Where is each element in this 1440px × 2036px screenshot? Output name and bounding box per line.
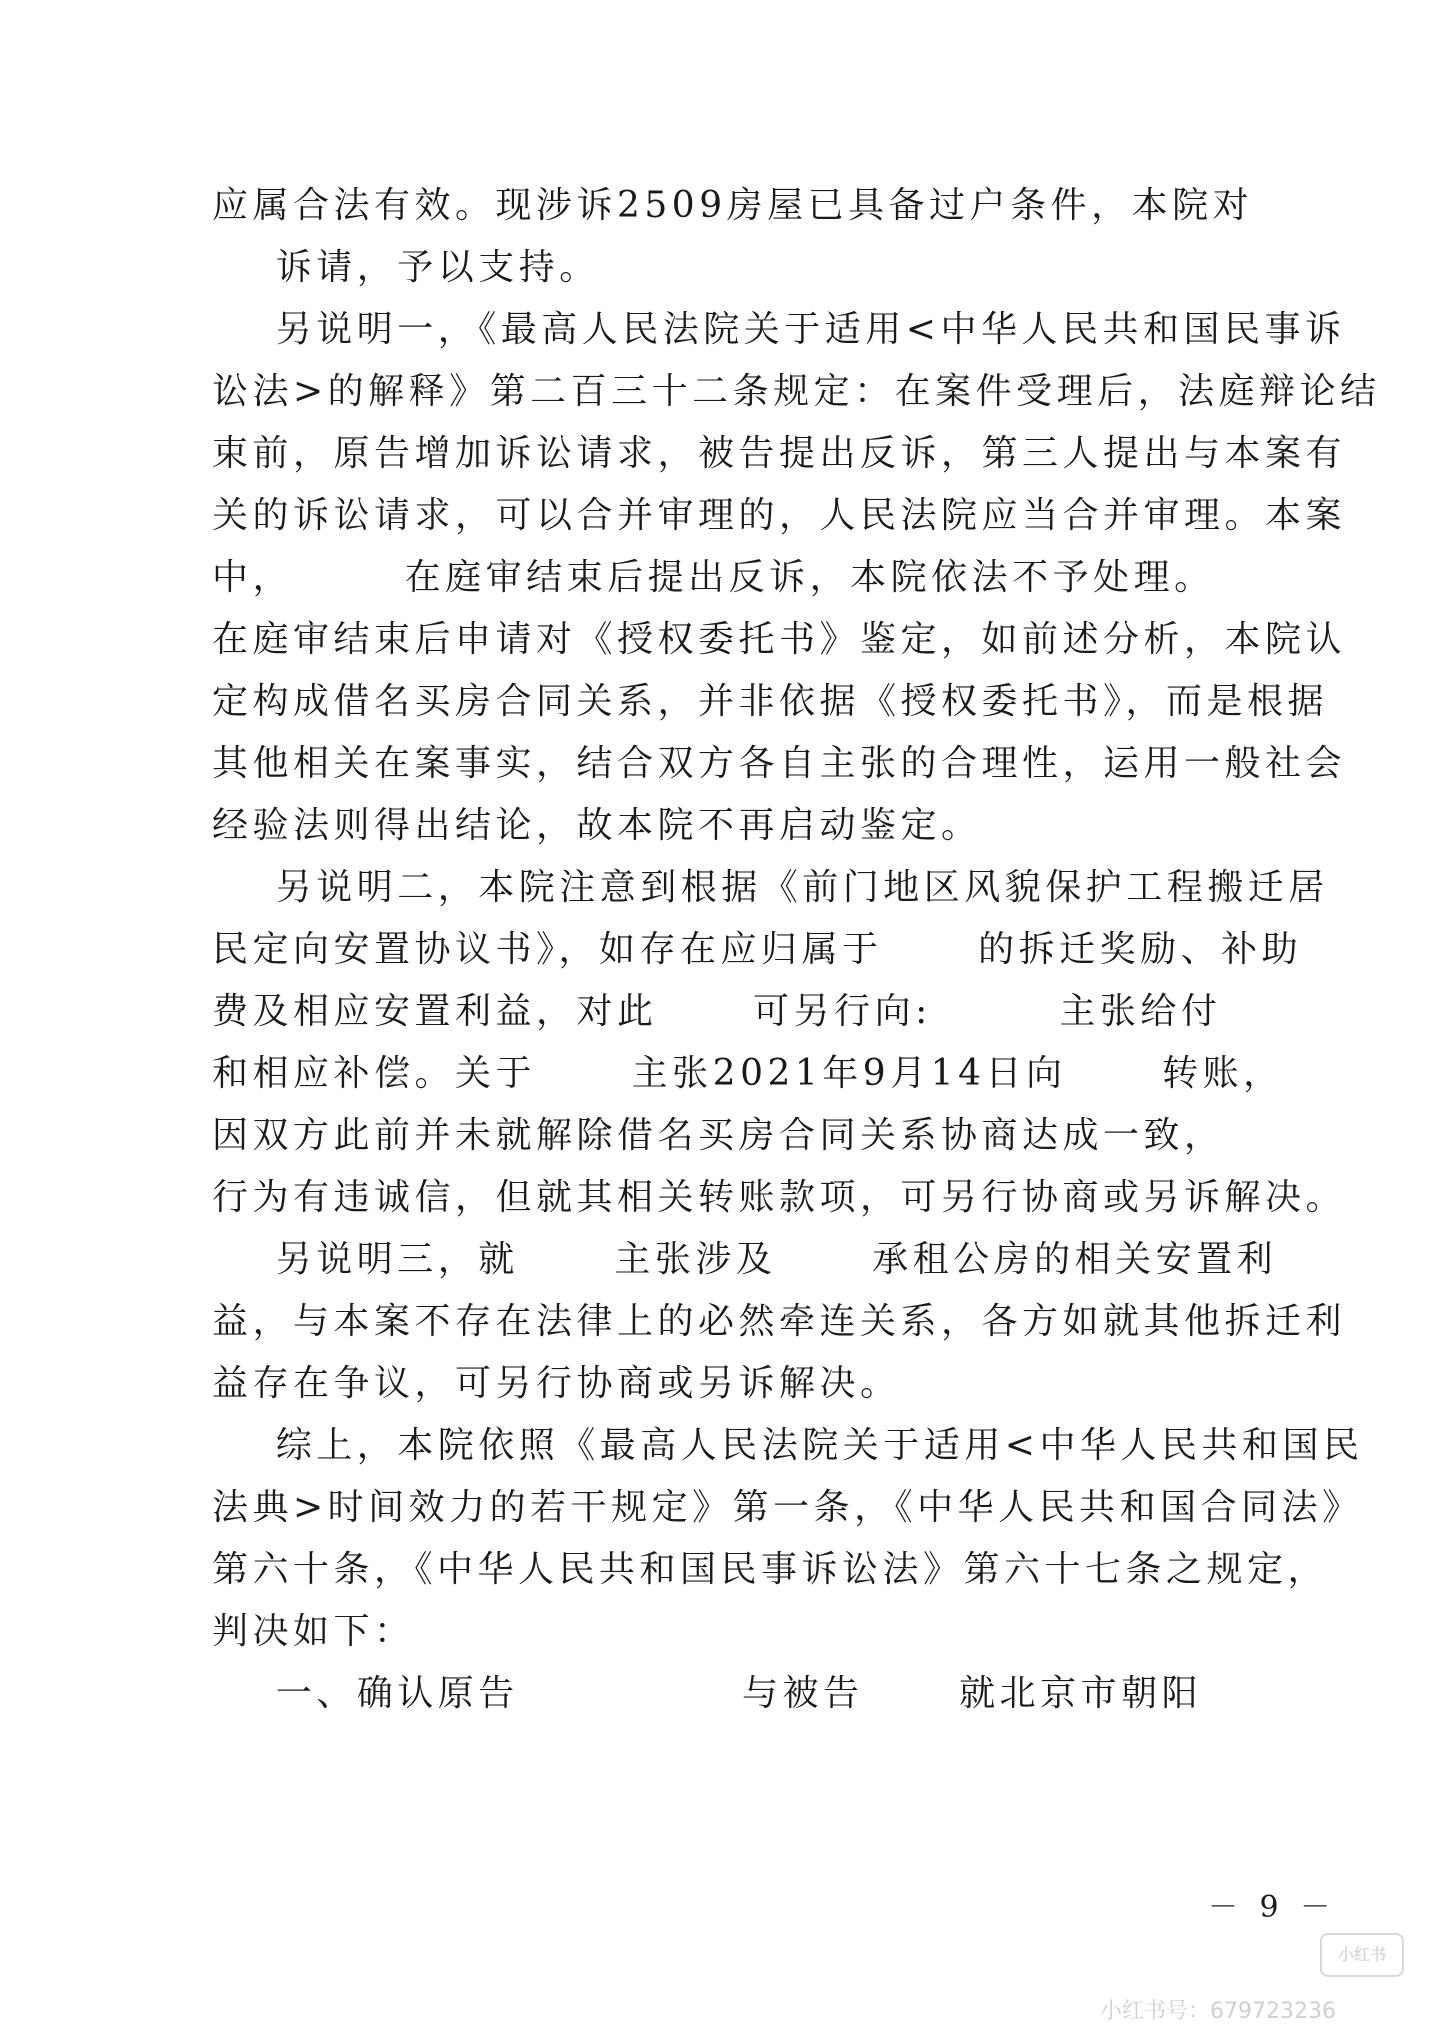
- text-line-10: 其他相关在案事实，结合双方各自主张的合理性，运用一般社会: [212, 743, 1347, 784]
- text-line-19: 益，与本案不存在法律上的必然牵连关系，各方如就其他拆迁利: [212, 1301, 1347, 1342]
- text-line-23: 第六十条，《中华人民共和国民事诉讼法》第六十七条之规定，: [212, 1549, 1329, 1590]
- text-line-5: 束前，原告增加诉讼请求，被告提出反诉，第三人提出与本案有: [212, 433, 1347, 474]
- text-line-3: 另说明一，《最高人民法院关于适用<中华人民共和国民事诉: [212, 309, 1346, 350]
- text-line-13: 民定向安置协议书》，如存在应归属于 的拆迁奖励、补助: [212, 929, 1303, 970]
- text-line-16: 因双方此前并未就解除借名买房合同关系协商达成一致，: [212, 1115, 1225, 1156]
- text-line-8: 在庭审结束后申请对《授权委托书》鉴定，如前述分析，本院认: [212, 619, 1347, 660]
- text-line-2: 诉请，予以支持。: [212, 247, 600, 288]
- text-line-12: 另说明二，本院注意到根据《前门地区风貌保护工程搬迁居: [212, 867, 1329, 908]
- text-line-6: 关的诉讼请求，可以合并审理的，人民法院应当合并审理。本案: [212, 495, 1347, 536]
- page-number: － 9 －: [1208, 1890, 1337, 1925]
- text-line-7: 中， 在庭审结束后提出反诉，本院依法不予处理。: [212, 557, 1215, 598]
- text-line-15: 和相应补偿。关于 主张2021年9月14日向 转账，: [212, 1053, 1284, 1094]
- text-line-20: 益存在争议，可另行协商或另诉解决。: [212, 1363, 901, 1404]
- text-line-11: 经验法则得出结论，故本院不再启动鉴定。: [212, 805, 982, 846]
- text-line-14: 费及相应安置利益，对此 可另行向: 主张给付: [212, 991, 1222, 1032]
- text-line-9: 定构成借名买房合同关系，并非依据《授权委托书》，而是根据: [212, 681, 1329, 722]
- text-line-24: 判决如下：: [212, 1611, 415, 1652]
- watermark-id: 小红书号：679723236: [1100, 1999, 1336, 2024]
- watermark-logo: 小红书: [1320, 1933, 1404, 1977]
- text-line-21: 综上，本院依照《最高人民法院关于适用<中华人民共和国民: [212, 1425, 1364, 1466]
- text-line-22: 法典>时间效力的若干规定》第一条，《中华人民共和国合同法》: [212, 1487, 1363, 1528]
- text-line-18: 另说明三，就 主张涉及 承租公房的相关安置利: [212, 1239, 1278, 1280]
- text-line-17: 行为有违诚信，但就其相关转账款项，可另行协商或另诉解决。: [212, 1177, 1347, 1218]
- text-line-4: 讼法>的解释》第二百三十二条规定：在案件受理后，法庭辩论结: [212, 371, 1381, 412]
- text-line-1: 应属合法有效。现涉诉2509房屋已具备过户条件，本院对: [212, 185, 1254, 226]
- text-line-25: 一、确认原告 与被告 就北京市朝阳: [212, 1673, 1203, 1714]
